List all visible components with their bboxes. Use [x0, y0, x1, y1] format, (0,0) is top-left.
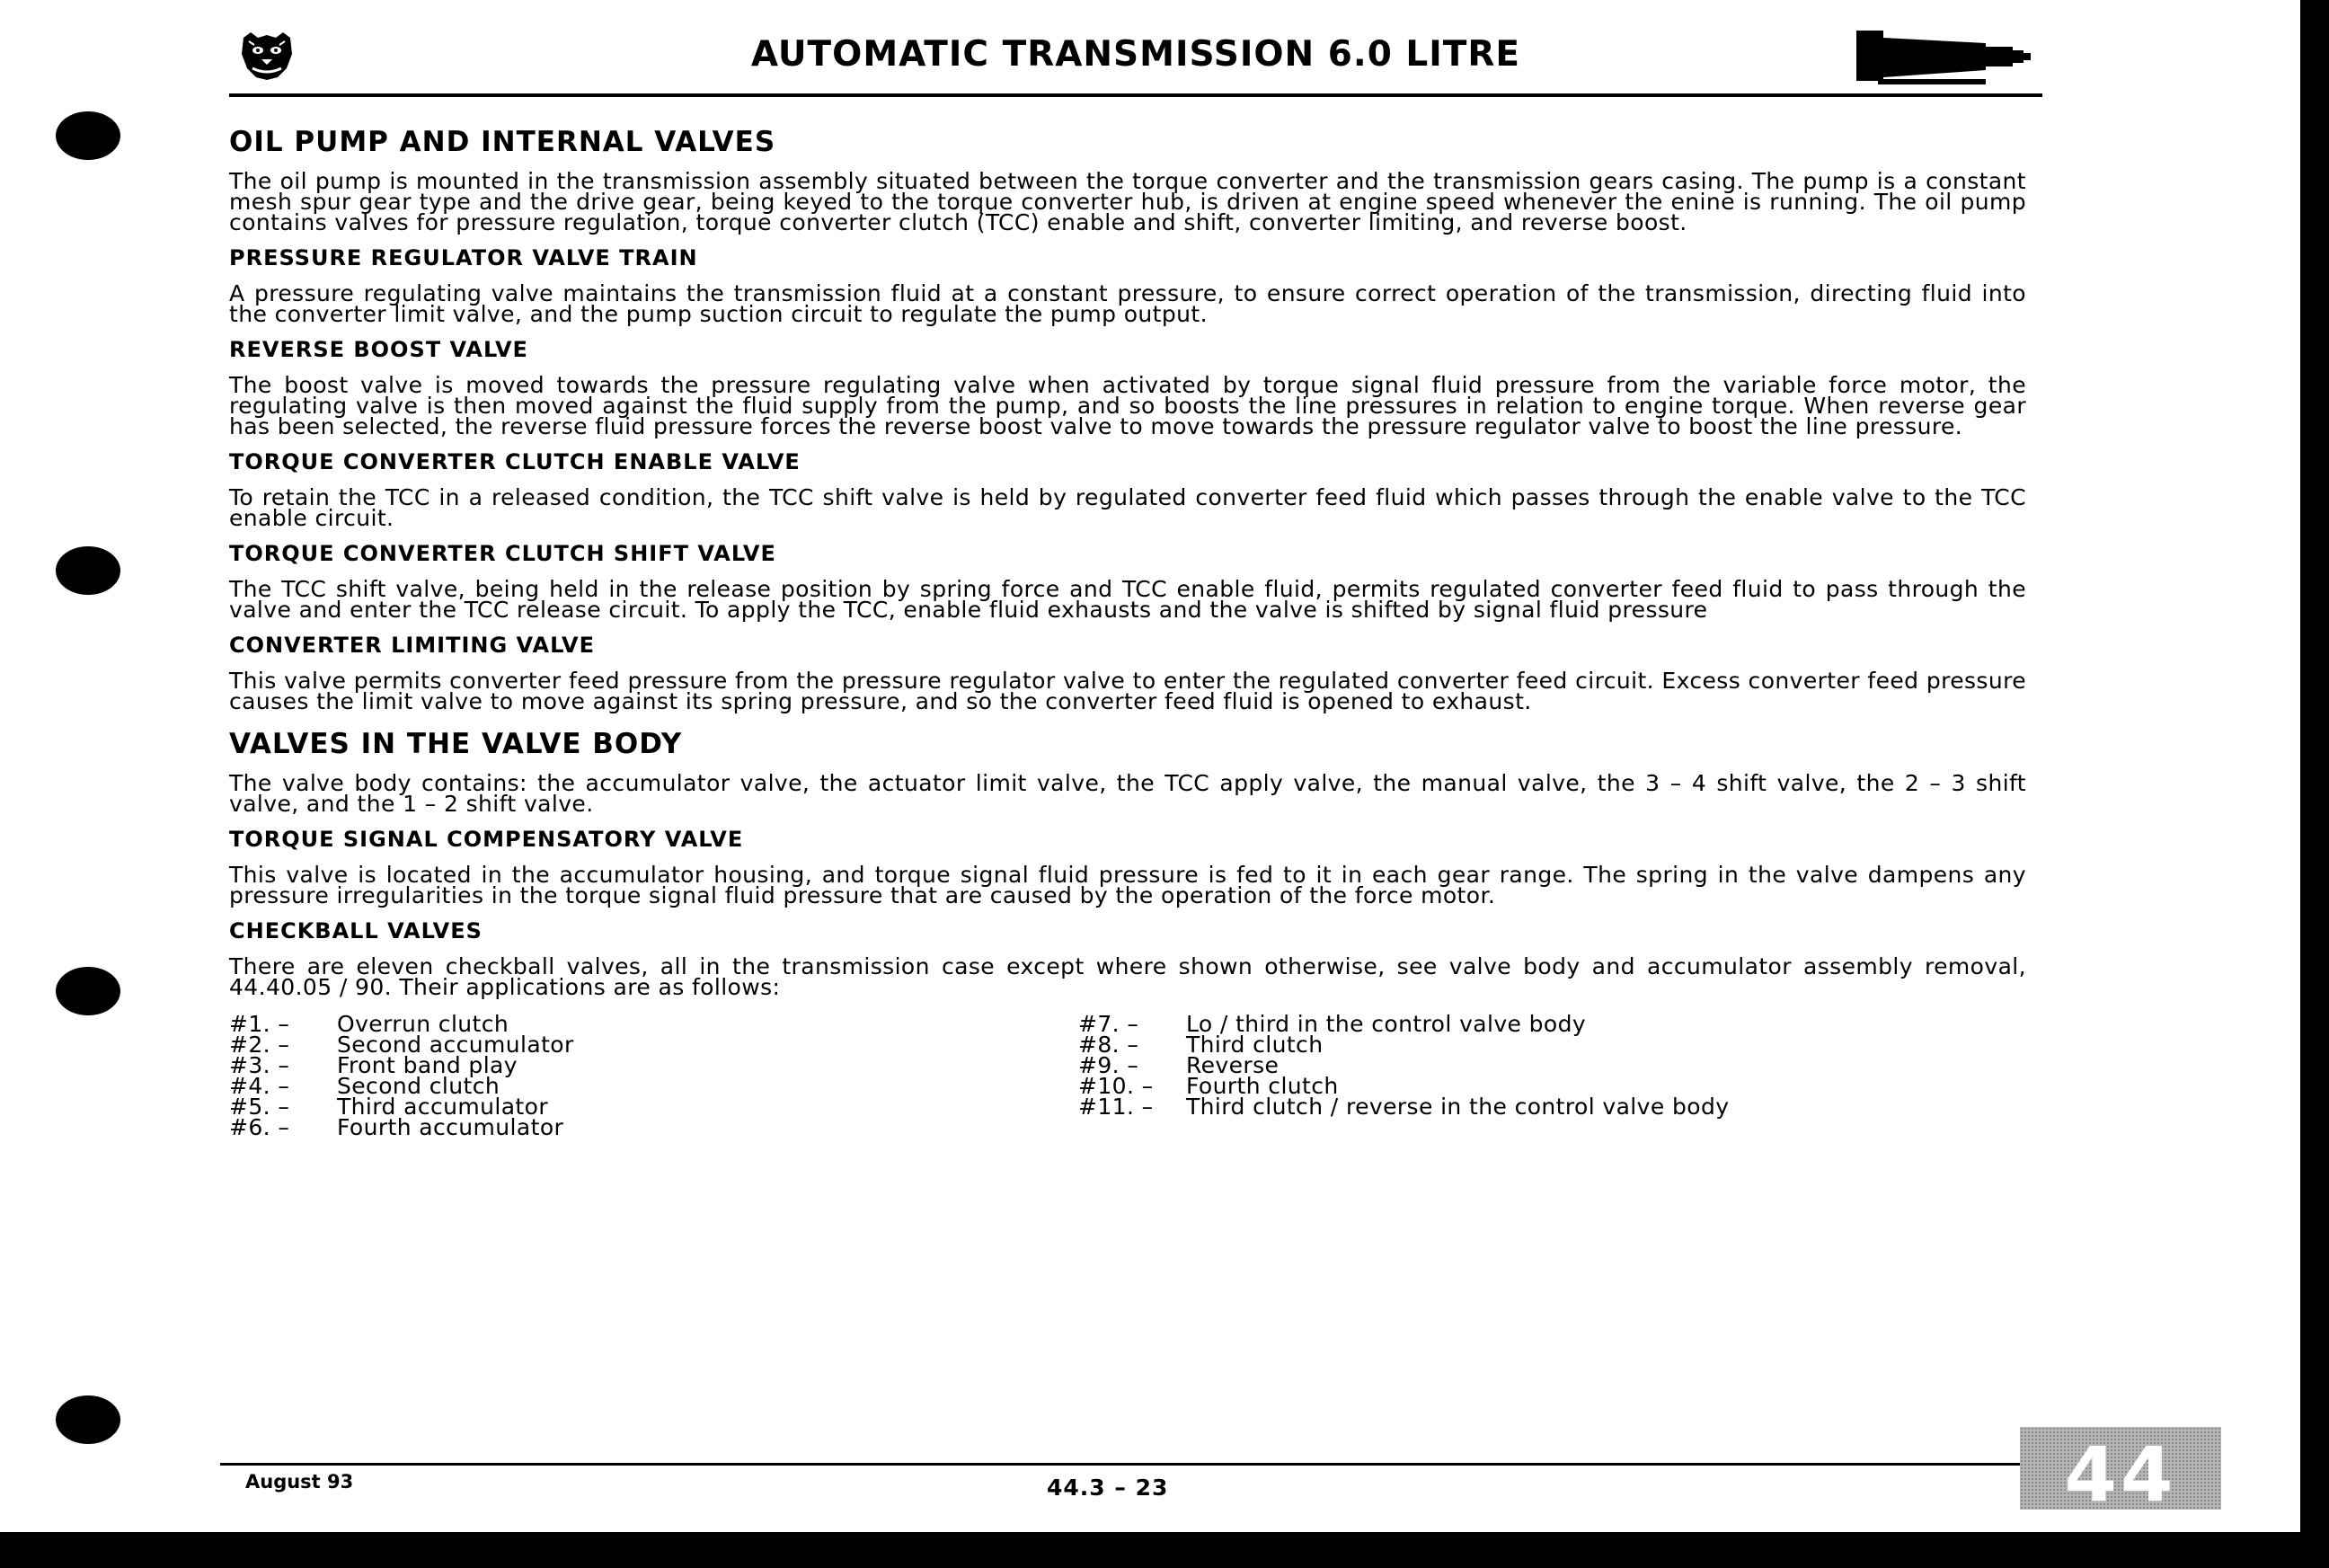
- list-item: #2. – Second accumulator: [229, 1032, 574, 1058]
- section-paragraph: This valve is located in the accumulator housing, and torque signal fluid pressure is fed to it in each gear range. The spring in the valve dampens any pressure irregularities in the torque signal fluid pressure that are caused by the operation of the force motor.: [229, 862, 2026, 908]
- page-footer: [220, 1463, 2026, 1501]
- subsection-heading: TORQUE CONVERTER CLUTCH ENABLE VALVE: [229, 449, 801, 474]
- section-heading: VALVES IN THE VALVE BODY: [229, 728, 683, 760]
- subsection-heading: CONVERTER LIMITING VALVE: [229, 633, 596, 658]
- subsection-heading: REVERSE BOOST VALVE: [229, 337, 528, 362]
- section-paragraph: The TCC shift valve, being held in the release position by spring force and TCC enable fluid, permits regulated converter feed fluid to pass through the valve and enter the TCC release circuit. To apply the TCC, enable fluid exhausts and the valve is shifted by signal fluid pressure: [229, 576, 2026, 623]
- checkball-list-left: [229, 1011, 1078, 1140]
- subsection-heading: PRESSURE REGULATOR VALVE TRAIN: [229, 245, 698, 270]
- section-paragraph: The boost valve is moved towards the pressure regulating valve when activated by torque signal fluid pressure from the variable force motor, the regulating valve is then moved against the fluid supply from the pump, and so boosts the line pressures in relation to engine torque. When reverse gear has been selected, the reverse fluid pressure forces the reverse boost valve to move towards the pressure regulator valve to boost the line pressure.: [229, 372, 2026, 439]
- binder-hole: [56, 967, 120, 1015]
- section-heading: OIL PUMP AND INTERNAL VALVES: [229, 126, 776, 158]
- list-item: #5. – Third accumulator: [229, 1094, 549, 1120]
- list-item: #9. – Reverse: [1078, 1052, 1280, 1078]
- binder-hole: [56, 546, 120, 595]
- page-content: [229, 126, 2026, 1138]
- section-paragraph: A pressure regulating valve maintains the transmission fluid at a constant pressure, to ensure correct operation of the transmission, directing fluid into the converter limit valve, and the pump suction circuit to regulate the pump output.: [229, 280, 2026, 327]
- list-item: #6. – Fourth accumulator: [229, 1114, 564, 1140]
- list-item: #1. – Overrun clutch: [229, 1011, 509, 1037]
- binder-hole: [56, 111, 120, 160]
- section-tab: [2020, 1427, 2221, 1519]
- subsection-heading: CHECKBALL VALVES: [229, 918, 483, 943]
- transmission-icon: [1851, 29, 2040, 84]
- scan-border-right: [2300, 0, 2329, 1568]
- checkball-lists: [229, 1011, 2026, 1140]
- list-item: #4. – Second clutch: [229, 1073, 500, 1099]
- subsection-heading: TORQUE CONVERTER CLUTCH SHIFT VALVE: [229, 541, 776, 566]
- list-item: #3. – Front band play: [229, 1052, 518, 1078]
- binder-hole: [56, 1395, 120, 1444]
- list-item: #10. – Fourth clutch: [1078, 1073, 1339, 1099]
- list-item: #7. – Lo / third in the control valve body: [1078, 1011, 1587, 1037]
- scan-border-bottom: [0, 1532, 2329, 1568]
- page-number: 44.3 – 23: [1047, 1475, 1169, 1501]
- list-item: #11. – Third clutch / reverse in the control valve body: [1078, 1094, 1730, 1120]
- page-title: AUTOMATIC TRANSMISSION 6.0 LITRE: [750, 34, 1521, 75]
- section-paragraph: The valve body contains: the accumulator valve, the actuator limit valve, the TCC apply valve, the manual valve, the 3 – 4 shift valve, the 2 – 3 shift valve, and the 1 – 2 shift valve.: [229, 770, 2026, 817]
- subsection-heading: TORQUE SIGNAL COMPENSATORY VALVE: [229, 827, 744, 852]
- footer-date: August 93: [245, 1471, 354, 1493]
- section-paragraph: To retain the TCC in a released condition, the TCC shift valve is held by regulated converter feed fluid which passes through the enable valve to the TCC enable circuit.: [229, 484, 2026, 531]
- checkball-list-right: [1078, 1011, 1730, 1138]
- section-paragraph: This valve permits converter feed pressure from the pressure regulator valve to enter the regulated converter feed circuit. Excess converter feed pressure causes the limit valve to move against its spring pressure, and so the converter feed fluid is opened to exhaust.: [229, 668, 2026, 714]
- page-header: [229, 25, 2042, 97]
- section-paragraph: There are eleven checkball valves, all in the transmission case except where shown otherwise, see valve body and accumulator assembly removal, 44.40.05 / 90. Their applications are as follows:: [229, 953, 2026, 1000]
- section-paragraph: The oil pump is mounted in the transmission assembly situated between the torque converter and the transmission gears casing. The pump is a constant mesh spur gear type and the drive gear, being keyed to the torque converter hub, is driven at engine speed whenever the enine is running. The oil pump contains valves for pressure regulation, torque converter clutch (TCC) enable and shift, converter limiting, and reverse boost.: [229, 168, 2026, 235]
- list-item: #8. – Third clutch: [1078, 1032, 1324, 1058]
- section-tab-number: 44: [2064, 1431, 2177, 1519]
